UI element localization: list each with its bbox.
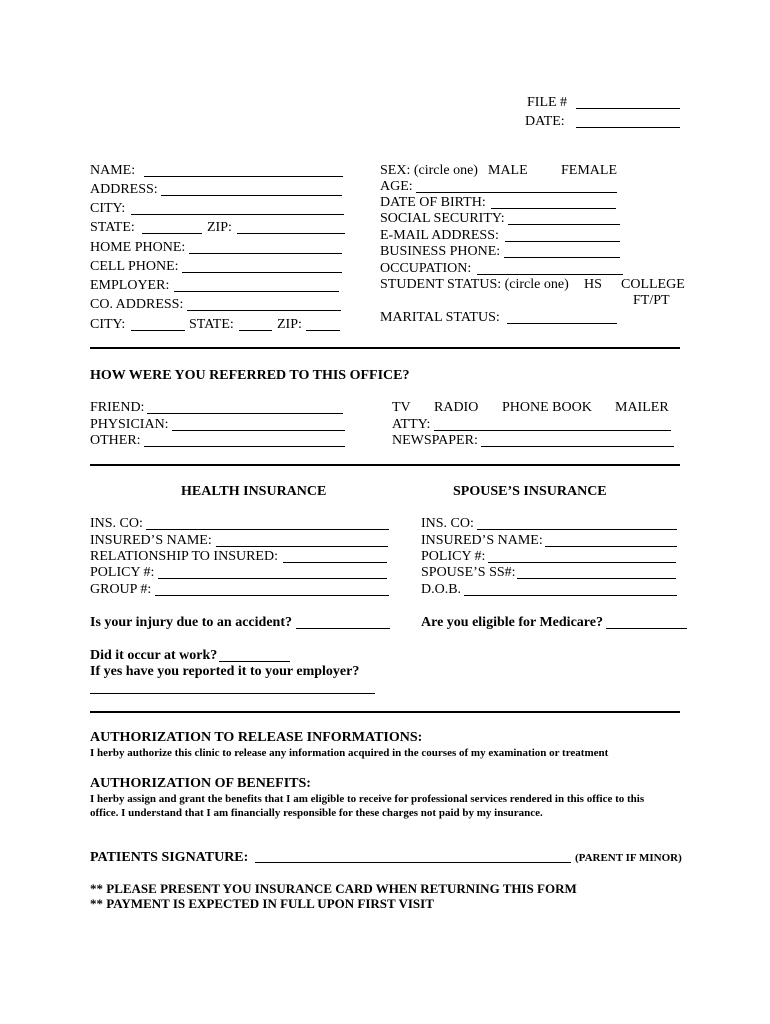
newspaper-field[interactable] bbox=[481, 446, 674, 447]
dob-field[interactable] bbox=[491, 208, 616, 209]
physician-field[interactable] bbox=[172, 430, 345, 431]
file-number-label: FILE # bbox=[527, 95, 568, 110]
spouse-dob-field[interactable] bbox=[464, 595, 677, 596]
co-city-label: CITY: bbox=[90, 317, 126, 332]
age-field[interactable] bbox=[416, 192, 617, 193]
signature-note: (PARENT IF MINOR) bbox=[575, 852, 682, 864]
home-phone-field[interactable] bbox=[189, 253, 342, 254]
health-policy-label: POLICY #: bbox=[90, 565, 155, 580]
co-address-field[interactable] bbox=[187, 310, 341, 311]
health-insured-name-label: INSURED’S NAME: bbox=[90, 533, 212, 548]
email-field[interactable] bbox=[505, 241, 620, 242]
spouse-ins-co-label: INS. CO: bbox=[421, 516, 474, 531]
business-phone-field[interactable] bbox=[504, 257, 620, 258]
referral-option-tv[interactable]: TV bbox=[392, 400, 411, 415]
sex-option-female[interactable]: FEMALE bbox=[561, 163, 617, 178]
student-option-college[interactable]: COLLEGE bbox=[621, 277, 685, 292]
accident-question: Is your injury due to an accident? bbox=[90, 615, 292, 630]
name-label: NAME: bbox=[90, 163, 136, 178]
referral-option-radio[interactable]: RADIO bbox=[434, 400, 479, 415]
reported-question: If yes have you reported it to your employer? bbox=[90, 664, 360, 679]
spouse-ss-field[interactable] bbox=[517, 578, 676, 579]
marital-status-field[interactable] bbox=[507, 323, 617, 324]
spouse-insured-name-field[interactable] bbox=[545, 546, 677, 547]
section-divider bbox=[90, 464, 680, 466]
other-field[interactable] bbox=[144, 446, 345, 447]
home-phone-label: HOME PHONE: bbox=[90, 240, 186, 255]
ssn-label: SOCIAL SECURITY: bbox=[380, 211, 505, 226]
co-state-field[interactable] bbox=[239, 330, 272, 331]
benefits-title: AUTHORIZATION OF BENEFITS: bbox=[90, 776, 311, 791]
zip-label: ZIP: bbox=[207, 220, 232, 235]
spouse-ins-co-field[interactable] bbox=[477, 529, 677, 530]
date-label: DATE: bbox=[525, 114, 565, 129]
file-number-field[interactable] bbox=[576, 108, 680, 109]
address-field[interactable] bbox=[161, 195, 342, 196]
work-question: Did it occur at work? bbox=[90, 648, 218, 663]
co-city-field[interactable] bbox=[131, 330, 185, 331]
spouse-policy-field[interactable] bbox=[488, 562, 676, 563]
referral-title: HOW WERE YOU REFERRED TO THIS OFFICE? bbox=[90, 368, 410, 383]
occupation-field[interactable] bbox=[477, 274, 623, 275]
dob-label: DATE OF BIRTH: bbox=[380, 195, 486, 210]
health-insured-name-field[interactable] bbox=[216, 546, 388, 547]
sex-label: SEX: (circle one) bbox=[380, 163, 478, 178]
co-state-label: STATE: bbox=[189, 317, 234, 332]
age-label: AGE: bbox=[380, 179, 413, 194]
student-status-label: STUDENT STATUS: (circle one) bbox=[380, 277, 569, 292]
section-divider bbox=[90, 347, 680, 349]
spouse-dob-label: D.O.B. bbox=[421, 582, 462, 597]
city-label: CITY: bbox=[90, 201, 126, 216]
referral-option-phone-book[interactable]: PHONE BOOK bbox=[502, 400, 592, 415]
friend-field[interactable] bbox=[147, 413, 343, 414]
note-insurance-card: ** PLEASE PRESENT YOU INSURANCE CARD WHEN RETURNING THIS FORM bbox=[90, 881, 577, 896]
note-payment: ** PAYMENT IS EXPECTED IN FULL UPON FIRST VISIT bbox=[90, 896, 434, 911]
state-field[interactable] bbox=[142, 233, 202, 234]
spouse-policy-label: POLICY #: bbox=[421, 549, 486, 564]
signature-field[interactable] bbox=[255, 862, 571, 863]
occupation-label: OCCUPATION: bbox=[380, 261, 472, 276]
marital-status-label: MARITAL STATUS: bbox=[380, 310, 500, 325]
date-field[interactable] bbox=[576, 127, 680, 128]
health-ins-co-label: INS. CO: bbox=[90, 516, 143, 531]
name-field[interactable] bbox=[144, 176, 343, 177]
email-label: E-MAIL ADDRESS: bbox=[380, 228, 499, 243]
friend-label: FRIEND: bbox=[90, 400, 145, 415]
co-zip-label: ZIP: bbox=[277, 317, 302, 332]
group-field[interactable] bbox=[155, 595, 389, 596]
accident-answer-field[interactable] bbox=[296, 628, 390, 629]
work-answer-field[interactable] bbox=[219, 661, 290, 662]
release-text: I herby authorize this clinic to release any information acquired in the courses of my examination or treatment bbox=[90, 747, 609, 759]
reported-answer-field[interactable] bbox=[90, 693, 375, 694]
health-ins-co-field[interactable] bbox=[146, 529, 389, 530]
cell-phone-field[interactable] bbox=[182, 272, 342, 273]
group-label: GROUP #: bbox=[90, 582, 152, 597]
relationship-field[interactable] bbox=[283, 562, 387, 563]
atty-label: ATTY: bbox=[392, 417, 431, 432]
health-insurance-title: HEALTH INSURANCE bbox=[181, 484, 327, 499]
sex-option-male[interactable]: MALE bbox=[488, 163, 528, 178]
newspaper-label: NEWSPAPER: bbox=[392, 433, 478, 448]
benefits-text-line-2: office. I understand that I am financially responsible for these charges not paid by my insurance. bbox=[90, 807, 543, 819]
business-phone-label: BUSINESS PHONE: bbox=[380, 244, 501, 259]
student-option-hs[interactable]: HS bbox=[584, 277, 602, 292]
signature-label: PATIENTS SIGNATURE: bbox=[90, 850, 249, 865]
city-field[interactable] bbox=[131, 214, 344, 215]
zip-field[interactable] bbox=[237, 233, 345, 234]
co-address-label: CO. ADDRESS: bbox=[90, 297, 184, 312]
co-zip-field[interactable] bbox=[306, 330, 340, 331]
spouse-insured-name-label: INSURED’S NAME: bbox=[421, 533, 543, 548]
spouse-insurance-title: SPOUSE’S INSURANCE bbox=[453, 484, 607, 499]
health-policy-field[interactable] bbox=[158, 578, 387, 579]
referral-option-mailer[interactable]: MAILER bbox=[615, 400, 669, 415]
section-divider bbox=[90, 711, 680, 713]
ssn-field[interactable] bbox=[508, 224, 620, 225]
cell-phone-label: CELL PHONE: bbox=[90, 259, 179, 274]
medicare-answer-field[interactable] bbox=[606, 628, 687, 629]
student-option-ftpt[interactable]: FT/PT bbox=[633, 293, 670, 308]
physician-label: PHYSICIAN: bbox=[90, 417, 169, 432]
other-label: OTHER: bbox=[90, 433, 141, 448]
medicare-question: Are you eligible for Medicare? bbox=[421, 615, 603, 630]
benefits-text-line-1: I herby assign and grant the benefits that I am eligible to receive for professional services rendered in this office to this bbox=[90, 793, 645, 805]
relationship-label: RELATIONSHIP TO INSURED: bbox=[90, 549, 278, 564]
employer-label: EMPLOYER: bbox=[90, 278, 170, 293]
address-label: ADDRESS: bbox=[90, 182, 158, 197]
state-label: STATE: bbox=[90, 220, 135, 235]
spouse-ss-label: SPOUSE’S SS#: bbox=[421, 565, 516, 580]
employer-field[interactable] bbox=[174, 291, 339, 292]
atty-field[interactable] bbox=[434, 430, 671, 431]
release-title: AUTHORIZATION TO RELEASE INFORMATIONS: bbox=[90, 730, 423, 745]
